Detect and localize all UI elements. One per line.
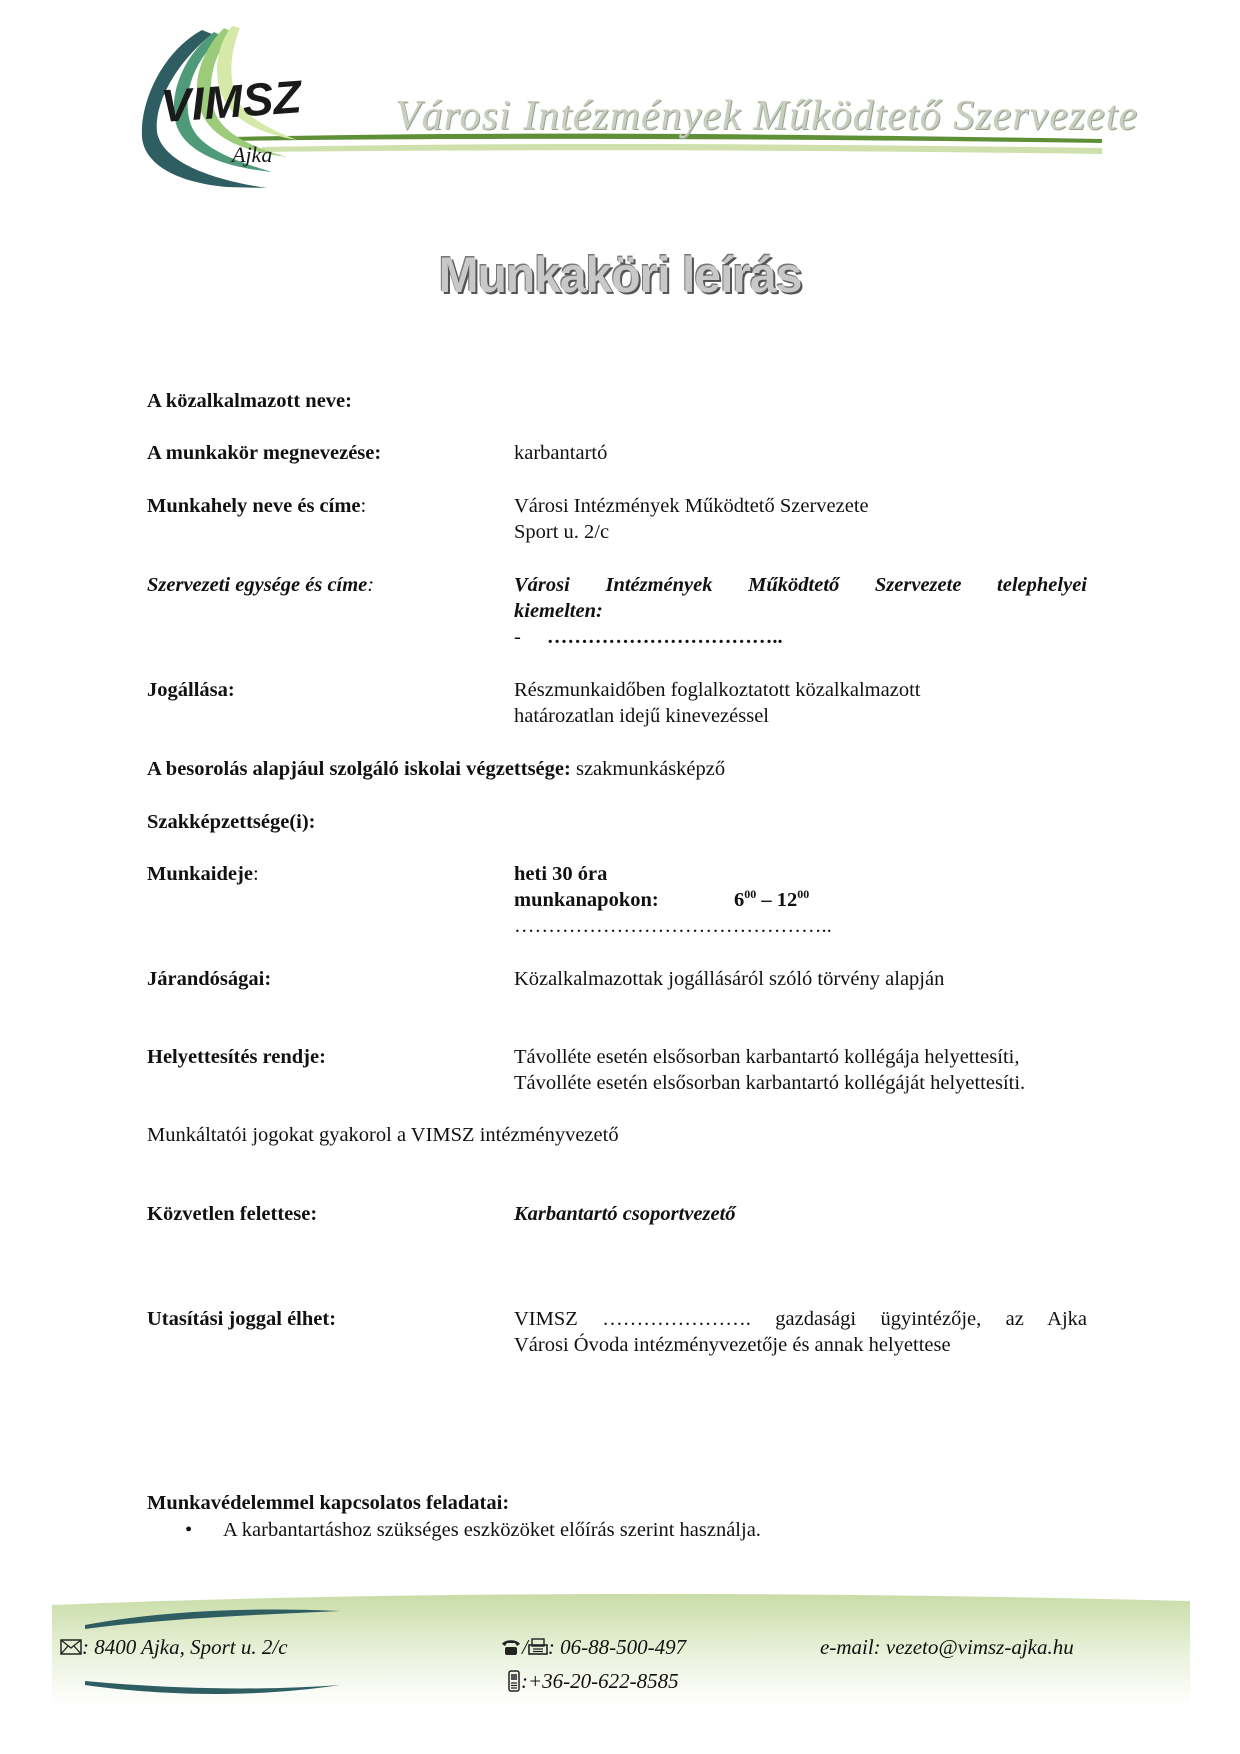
job-title-value: karbantartó bbox=[514, 442, 608, 464]
education-value: szakmunkásképző bbox=[575, 758, 726, 780]
footer-email: e-mail: vezeto@vimsz-ajka.hu bbox=[820, 1635, 1074, 1659]
telephone-icon bbox=[500, 1638, 522, 1656]
legal-status-label: Jogállása: bbox=[147, 679, 235, 701]
page-header bbox=[0, 0, 1240, 200]
org-unit-value: Városi Intézmények Működtető Szervezete telephelyei kiemelten: - …………………………….. bbox=[514, 574, 1087, 648]
safety-bullet-text: A karbantartáshoz szükséges eszközöket előírás szerint használja. bbox=[223, 1519, 761, 1541]
vimsz-logo bbox=[132, 22, 332, 192]
working-hours-label: Munkaideje: bbox=[147, 863, 259, 885]
employee-name-label: A közalkalmazott neve: bbox=[147, 390, 352, 412]
workplace-label: Munkahely neve és címe: bbox=[147, 495, 367, 517]
workplace-value: Városi Intézmények Működtető Szervezete Sport u. 2/c bbox=[514, 495, 869, 543]
employer-rights-text: Munkáltatói jogokat gyakorol a VIMSZ intézményvezető bbox=[147, 1124, 619, 1146]
envelope-icon bbox=[60, 1639, 82, 1655]
instruction-right-value: VIMSZ …………………. gazdasági ügyintézője, az Ajka Városi Óvoda intézményvezetője és annak helyettese bbox=[514, 1308, 1087, 1356]
benefits-value: Közalkalmazottak jogállásáról szóló törvény alapján bbox=[514, 968, 945, 990]
qualification-label: Szakképzettsége(i): bbox=[147, 811, 316, 833]
organization-title: Városi Intézmények Működtető Szervezete bbox=[395, 93, 1139, 139]
fax-icon bbox=[528, 1638, 548, 1656]
legal-status-value: Részmunkaidőben foglalkoztatott közalkalmazott határozatlan idejű kinevezéssel bbox=[514, 679, 921, 727]
working-hours-value: heti 30 óra munkanapokon: $6^{00} - 12^{00}$ ……………………………………….. bbox=[514, 863, 832, 937]
supervisor-value: Karbantartó csoportvezető bbox=[514, 1203, 736, 1225]
org-unit-label: Szervezeti egysége és címe: bbox=[147, 574, 375, 596]
instruction-right-label: Utasítási joggal élhet: bbox=[147, 1308, 337, 1330]
logo-subtext: Ajka bbox=[232, 142, 273, 167]
safety-label: Munkavédelemmel kapcsolatos feladatai: bbox=[147, 1492, 510, 1514]
page-footer bbox=[0, 1585, 1240, 1754]
mobile-phone-icon bbox=[507, 1670, 521, 1692]
job-title-label: A munkakör megnevezése: bbox=[147, 442, 382, 464]
substitution-label: Helyettesítés rendje: bbox=[147, 1046, 326, 1068]
bullet-icon: • bbox=[185, 1519, 193, 1541]
benefits-label: Járandóságai: bbox=[147, 968, 272, 990]
education-label: A besorolás alapjául szolgáló iskolai végzettsége: szakmunkásképző bbox=[147, 758, 726, 780]
footer-address: : 8400 Ajka, Sport u. 2/c bbox=[60, 1635, 288, 1660]
substitution-value: Távolléte esetén elsősorban karbantartó kollégája helyettesíti, Távolléte esetén elsősorban karbantartó kollégáját helyettesíti. bbox=[514, 1046, 1026, 1094]
logo-text: VIMSZ bbox=[159, 70, 303, 132]
supervisor-label: Közvetlen felettese: bbox=[147, 1203, 318, 1225]
footer-phone: / : 06-88-500-497 bbox=[500, 1635, 686, 1660]
document-title: Munkaköri leírás bbox=[438, 247, 802, 304]
footer-mobile: :+36-20-622-8585 bbox=[507, 1669, 679, 1694]
